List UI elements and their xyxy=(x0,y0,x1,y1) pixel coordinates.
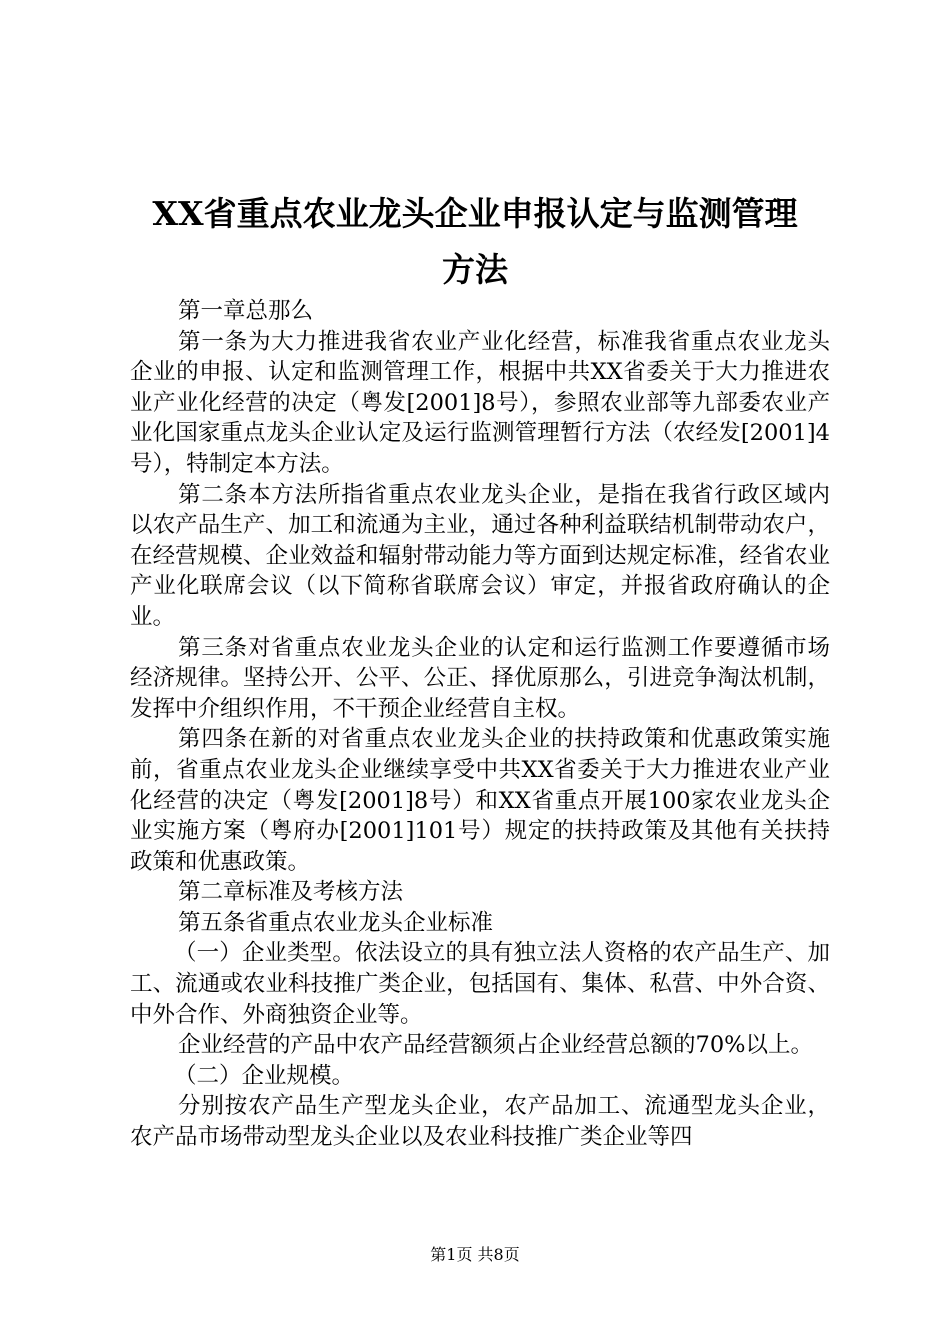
chapter-heading: 第一章总那么 xyxy=(178,298,314,324)
chapter-heading: 第二章标准及考核方法 xyxy=(178,879,404,906)
title-line-2: 方法 xyxy=(442,250,508,289)
document-body xyxy=(130,296,830,1153)
document-title xyxy=(120,186,830,298)
clause-paragraph: 分别按农产品生产型龙头企业，农产品加工、流通型龙头企业，农产品市场带动型龙头企业以及农业科技推广类企业等四 xyxy=(130,1093,830,1151)
clause-paragraph: （一）企业类型。依法设立的具有独立法人资格的农产品生产、加工、流通或农业科技推广类企业，包括国有、集体、私营、中外合资、中外合作、外商独资企业等。 xyxy=(130,940,830,1028)
article-paragraph: 第一条为大力推进我省农业产业化经营，标准我省重点农业龙头企业的申报、认定和监测管理工作，根据中共XX省委关于大力推进农业产业化经营的决定（粤发[2001]8号），参照农业部等九部委农业产业化国家重点龙头企业认定及运行监测管理暂行方法（农经发[2001]4号），特制定本方法。 xyxy=(130,328,830,477)
clause-paragraph: （二）企业规模。 xyxy=(174,1062,355,1089)
page-footer: 第1页 共8页 xyxy=(430,1245,520,1264)
article-paragraph: 第五条省重点农业龙头企业标准 xyxy=(178,909,494,936)
article-paragraph: 第二条本方法所指省重点农业龙头企业，是指在我省行政区域内以农产品生产、加工和流通为主业，通过各种利益联结机制带动农户，在经营规模、企业效益和辐射带动能力等方面到达规定标准，经省农业产业化联席会议（以下简称省联席会议）审定，并报省政府确认的企业。 xyxy=(130,481,830,630)
article-paragraph: 第三条对省重点农业龙头企业的认定和运行监测工作要遵循市场经济规律。坚持公开、公平、公正、择优原那么，引进竞争淘汰机制，发挥中介组织作用，不干预企业经营自主权。 xyxy=(130,634,830,722)
title-line-1: XX省重点农业龙头企业申报认定与监测管理 xyxy=(152,194,798,233)
article-paragraph: 第四条在新的对省重点农业龙头企业的扶持政策和优惠政策实施前，省重点农业龙头企业继续享受中共XX省委关于大力推进农业产业化经营的决定（粤发[2001]8号）和XX省重点开展100家农业龙头企业实施方案（粤府办[2001]101号）规定的扶持政策及其他有关扶持政策和优惠政策。 xyxy=(130,726,830,875)
clause-paragraph: 企业经营的产品中农产品经营额须占企业经营总额的70%以上。 xyxy=(178,1032,814,1059)
